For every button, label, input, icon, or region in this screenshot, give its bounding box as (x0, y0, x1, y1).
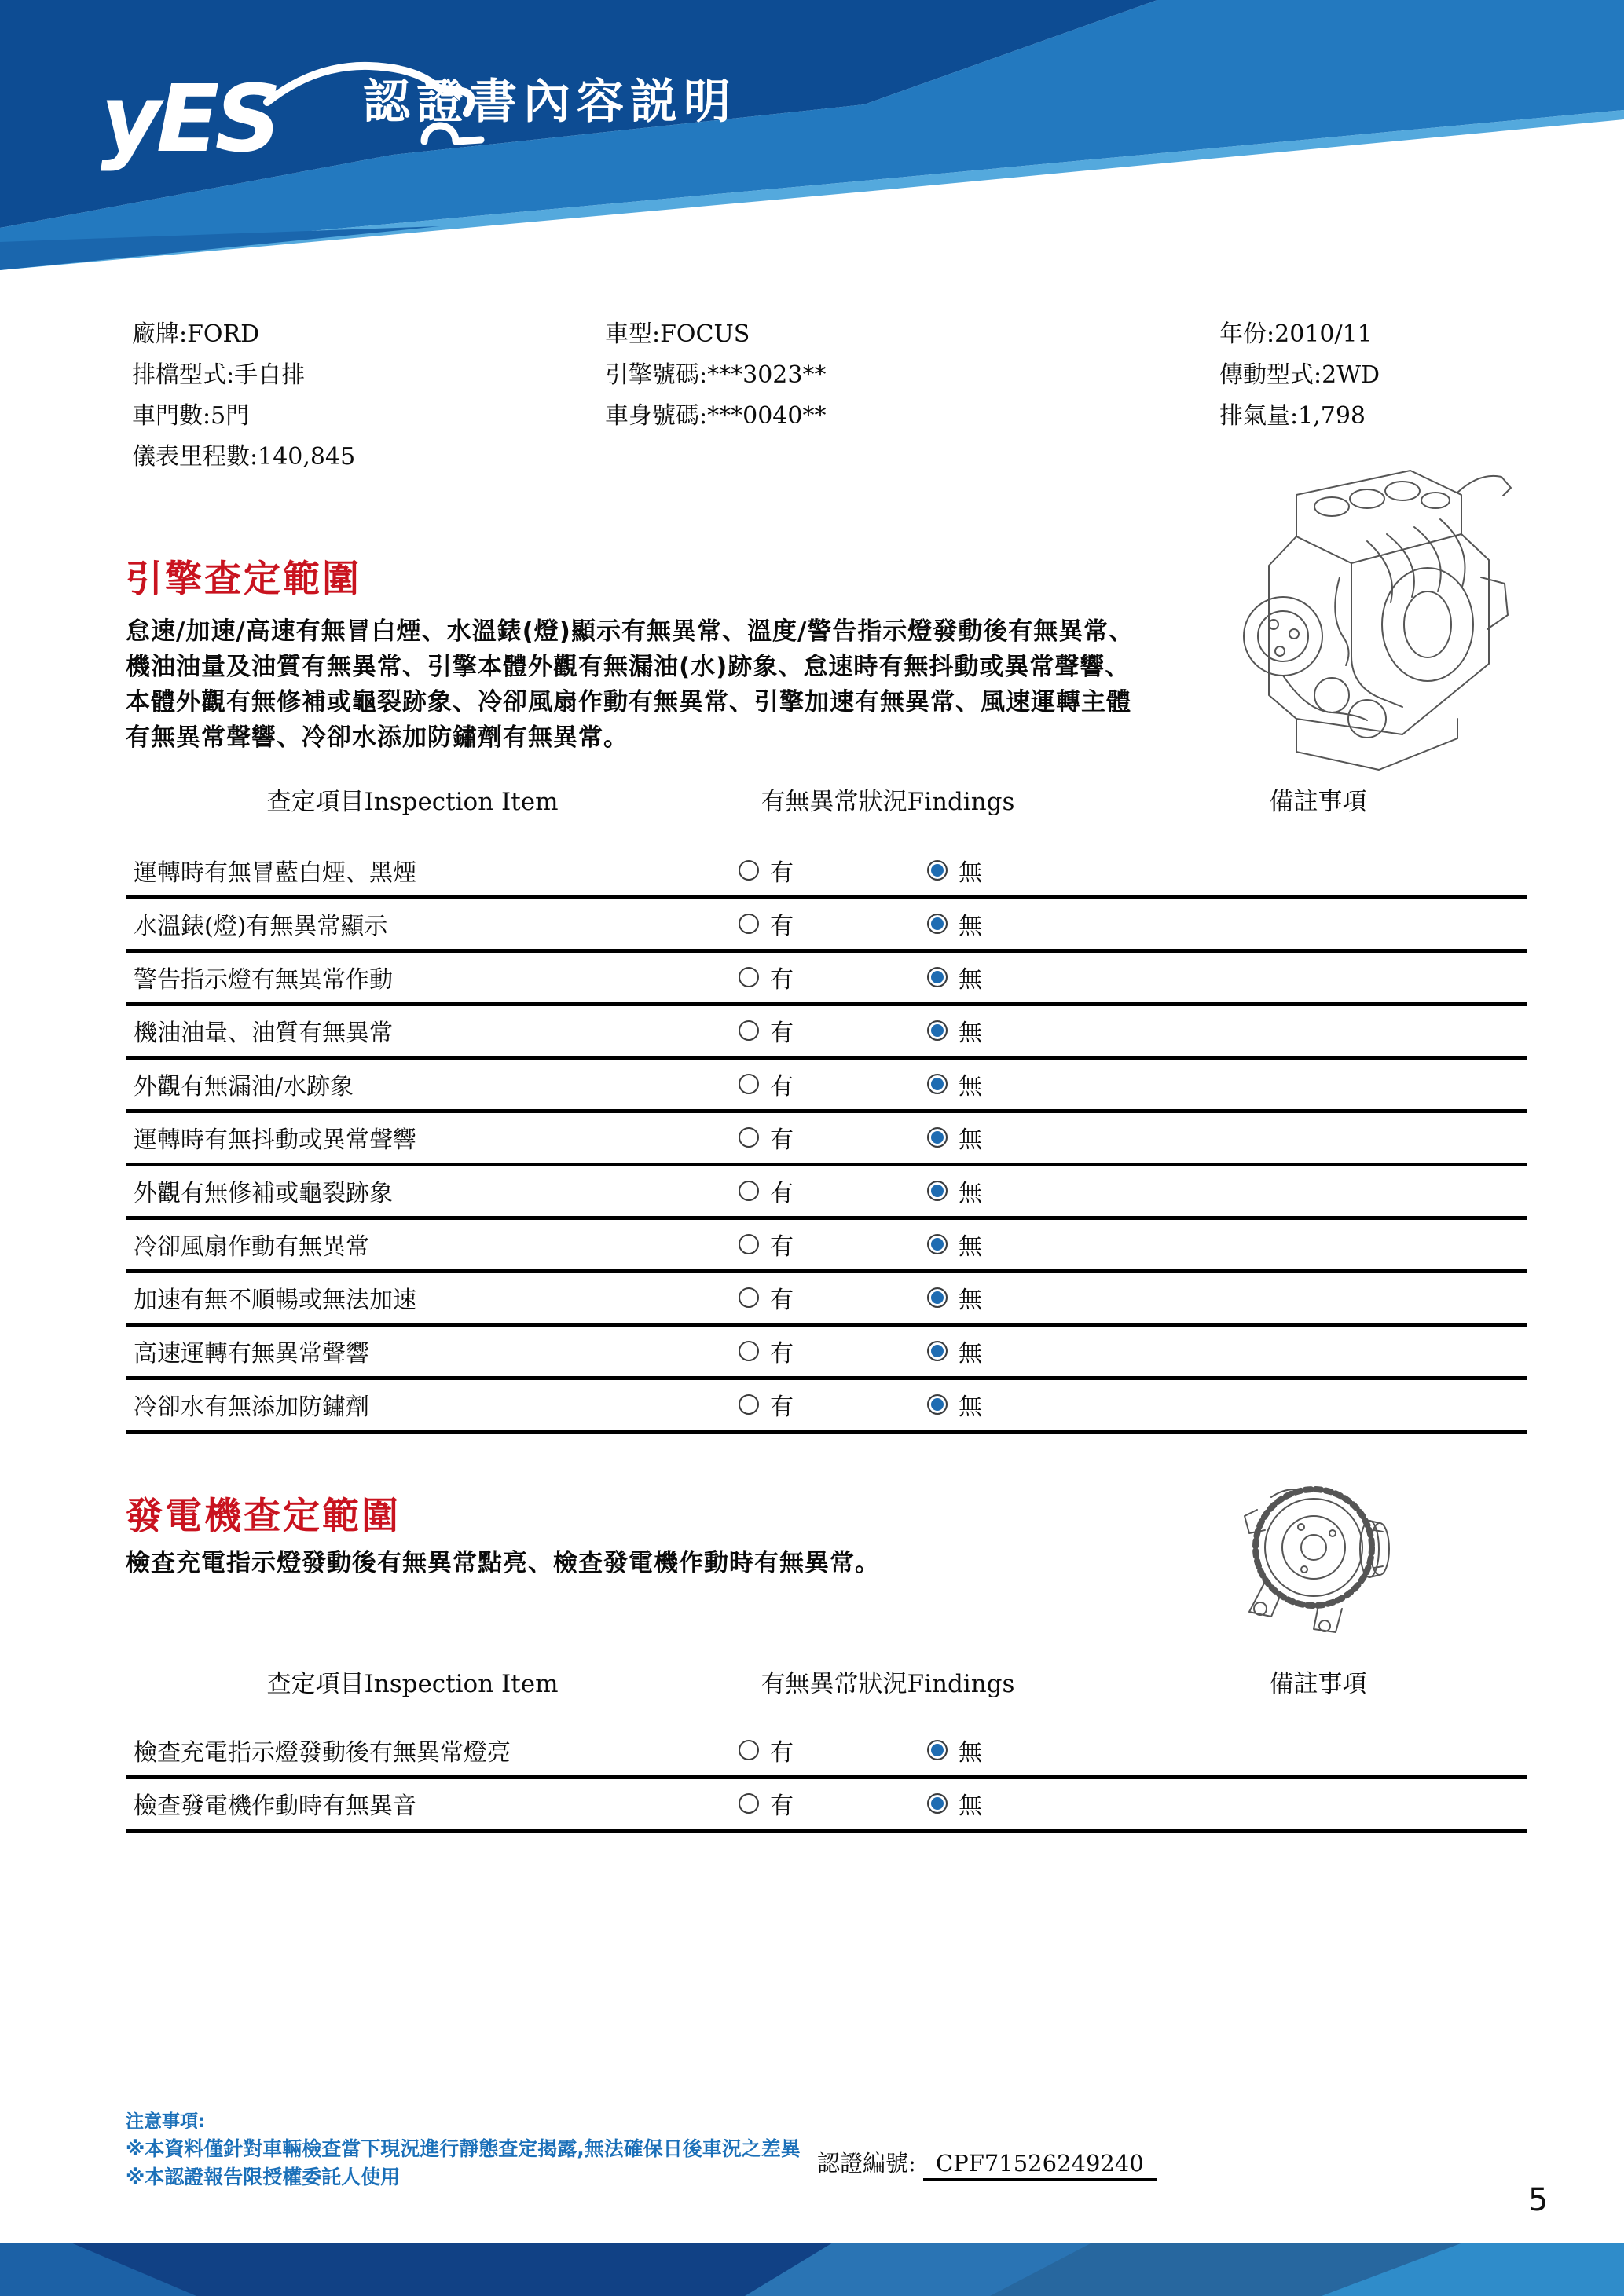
notice-title: 注意事項: (126, 2111, 206, 2132)
radio-no[interactable] (927, 1793, 948, 1814)
radio-no-label: 無 (959, 1792, 982, 1820)
engine-description-line: 怠速/加速/高速有無冒白煙、水溫錶(燈)顯示有無異常、溫度/警告指示燈發動後有無異常、 (126, 617, 1135, 646)
notice-line-1: ※本資料僅針對車輛檢查當下現況進行靜態查定揭露,無法確保日後車況之差異 (126, 2137, 801, 2160)
radio-no[interactable] (927, 967, 948, 987)
radio-no-label: 無 (959, 1020, 982, 1047)
row-separator (126, 1430, 1527, 1434)
engine-section-heading: 引擎查定範圍 (126, 558, 361, 601)
radio-yes[interactable] (739, 1234, 759, 1254)
radio-yes[interactable] (739, 1341, 759, 1361)
info-engine-no: 引擎號碼:***3023** (605, 361, 827, 389)
radio-yes[interactable] (739, 1740, 759, 1760)
radio-yes[interactable] (739, 1020, 759, 1041)
radio-no[interactable] (927, 1234, 948, 1254)
radio-yes-label: 有 (770, 859, 794, 887)
inspection-item-label: 檢查發電機作動時有無異音 (134, 1792, 416, 1820)
alternator-illustration (1226, 1478, 1414, 1639)
radio-no[interactable] (927, 860, 948, 881)
page-title: 認證書內容説明 (363, 75, 737, 130)
radio-yes-label: 有 (770, 1020, 794, 1047)
engine-col-header-findings: 有無異常狀況Findings (761, 788, 1015, 816)
engine-illustration (1222, 460, 1536, 789)
radio-yes[interactable] (739, 1287, 759, 1308)
row-separator (126, 1163, 1527, 1166)
certificate-number-value: CPF71526249240 (923, 2150, 1157, 2181)
info-year: 年份:2010/11 (1219, 320, 1373, 348)
table-row (134, 1382, 1527, 1426)
radio-yes-label: 有 (770, 1073, 794, 1100)
radio-no-label: 無 (959, 1180, 982, 1207)
table-row (134, 1782, 1527, 1825)
radio-no-label: 無 (959, 1233, 982, 1261)
row-separator (126, 1216, 1527, 1220)
radio-no[interactable] (927, 1287, 948, 1308)
info-doors: 車門數:5門 (132, 402, 250, 430)
radio-no[interactable] (927, 1394, 948, 1415)
radio-yes[interactable] (739, 1394, 759, 1415)
row-separator (126, 1775, 1527, 1779)
engine-col-header-item: 查定項目Inspection Item (266, 788, 559, 816)
table-row (134, 1062, 1527, 1106)
radio-yes-label: 有 (770, 1393, 794, 1421)
radio-no[interactable] (927, 1181, 948, 1201)
inspection-item-label: 高速運轉有無異常聲響 (134, 1340, 369, 1368)
generator-section-description (126, 1546, 880, 1581)
radio-no-label: 無 (959, 966, 982, 994)
notice-line-2: ※本認證報告限授權委託人使用 (126, 2166, 401, 2188)
row-separator (126, 1109, 1527, 1113)
radio-no-label: 無 (959, 913, 982, 940)
table-row (134, 955, 1527, 999)
inspection-item-label: 加速有無不順暢或無法加速 (134, 1287, 416, 1314)
table-row (134, 1115, 1527, 1159)
engine-description-line: 機油油量及油質有無異常、引擎本體外觀有無漏油(水)跡象、怠速時有無抖動或異常聲響、 (126, 653, 1131, 681)
page-title-wrap (363, 75, 737, 130)
radio-yes-label: 有 (770, 1126, 794, 1154)
radio-yes[interactable] (739, 1074, 759, 1094)
info-model: 車型:FOCUS (605, 320, 750, 348)
generator-section-heading: 發電機查定範圍 (126, 1495, 401, 1538)
radio-yes[interactable] (739, 860, 759, 881)
radio-yes-label: 有 (770, 913, 794, 940)
radio-no-label: 無 (959, 1393, 982, 1421)
radio-yes-label: 有 (770, 1340, 794, 1368)
inspection-item-label: 冷卻水有無添加防鏽劑 (134, 1393, 369, 1421)
table-row (134, 1222, 1527, 1266)
page-number: 5 (1528, 2182, 1549, 2218)
radio-no[interactable] (927, 914, 948, 934)
inspection-item-label: 機油油量、油質有無異常 (134, 1020, 393, 1047)
table-row (134, 1329, 1527, 1373)
info-mileage: 儀表里程數:140,845 (132, 443, 356, 471)
engine-section-description (126, 614, 1134, 756)
info-displacement: 排氣量:1,798 (1219, 402, 1366, 430)
table-row (134, 902, 1527, 946)
radio-no-label: 無 (959, 1287, 982, 1314)
inspection-item-label: 外觀有無修補或龜裂跡象 (134, 1180, 393, 1207)
radio-no[interactable] (927, 1740, 948, 1760)
radio-no-label: 無 (959, 1340, 982, 1368)
info-body-no: 車身號碼:***0040** (605, 402, 827, 430)
engine-description-line: 有無異常聲響、冷卻水添加防鏽劑有無異常。 (126, 723, 629, 752)
footer-banner (0, 2243, 1624, 2296)
certificate-number-line (817, 2146, 1157, 2178)
radio-no[interactable] (927, 1074, 948, 1094)
table-row (134, 1009, 1527, 1053)
generator-col-header-findings: 有無異常狀況Findings (761, 1670, 1015, 1698)
inspection-item-label: 警告指示燈有無異常作動 (134, 966, 393, 994)
table-row (134, 1728, 1527, 1772)
table-row (134, 848, 1527, 892)
radio-yes-label: 有 (770, 1180, 794, 1207)
info-brand: 廠牌:FORD (132, 320, 260, 348)
generator-description-line: 檢查充電指示燈發動後有無異常點亮、檢查發電機作動時有無異常。 (126, 1549, 880, 1577)
row-separator (126, 1376, 1527, 1380)
inspection-item-label: 外觀有無漏油/水跡象 (134, 1073, 354, 1100)
radio-yes-label: 有 (770, 966, 794, 994)
radio-yes[interactable] (739, 1127, 759, 1148)
radio-yes[interactable] (739, 1181, 759, 1201)
radio-no[interactable] (927, 1020, 948, 1041)
row-separator (126, 895, 1527, 899)
radio-yes-label: 有 (770, 1287, 794, 1314)
row-separator (126, 949, 1527, 953)
radio-no[interactable] (927, 1341, 948, 1361)
radio-no-label: 無 (959, 859, 982, 887)
engine-description-line: 本體外觀有無修補或龜裂跡象、冷卻風扇作動有無異常、引擎加速有無異常、風速運轉主體 (126, 688, 1131, 716)
radio-no-label: 無 (959, 1739, 982, 1767)
row-separator (126, 1002, 1527, 1006)
radio-no-label: 無 (959, 1073, 982, 1100)
radio-yes-label: 有 (770, 1739, 794, 1767)
yes-logo (101, 64, 277, 173)
inspection-item-label: 冷卻風扇作動有無異常 (134, 1233, 369, 1261)
inspection-item-label: 水溫錶(燈)有無異常顯示 (134, 913, 388, 940)
radio-no-label: 無 (959, 1126, 982, 1154)
table-row (134, 1169, 1527, 1213)
radio-yes-label: 有 (770, 1233, 794, 1261)
info-transmission: 排檔型式:手自排 (132, 361, 306, 389)
inspection-item-label: 檢查充電指示燈發動後有無異常燈亮 (134, 1739, 511, 1767)
row-separator (126, 1056, 1527, 1060)
table-row (134, 1276, 1527, 1320)
generator-col-header-remarks: 備註事項 (1269, 1670, 1367, 1698)
info-drivetrain: 傳動型式:2WD (1219, 361, 1380, 389)
radio-yes[interactable] (739, 967, 759, 987)
radio-yes-label: 有 (770, 1792, 794, 1820)
radio-yes[interactable] (739, 1793, 759, 1814)
row-separator (126, 1829, 1527, 1833)
row-separator (126, 1323, 1527, 1327)
footer-shape-navy (71, 2243, 833, 2296)
radio-yes[interactable] (739, 914, 759, 934)
row-separator (126, 1269, 1527, 1273)
yes-logo-text: yES (101, 64, 277, 173)
inspection-item-label: 運轉時有無抖動或異常聲響 (134, 1126, 416, 1154)
certificate-number-label: 認證編號: (817, 2150, 916, 2177)
inspection-item-label: 運轉時有無冒藍白煙、黑煙 (134, 859, 416, 887)
radio-no[interactable] (927, 1127, 948, 1148)
generator-col-header-item: 查定項目Inspection Item (266, 1670, 559, 1698)
engine-col-header-remarks: 備註事項 (1269, 788, 1367, 816)
